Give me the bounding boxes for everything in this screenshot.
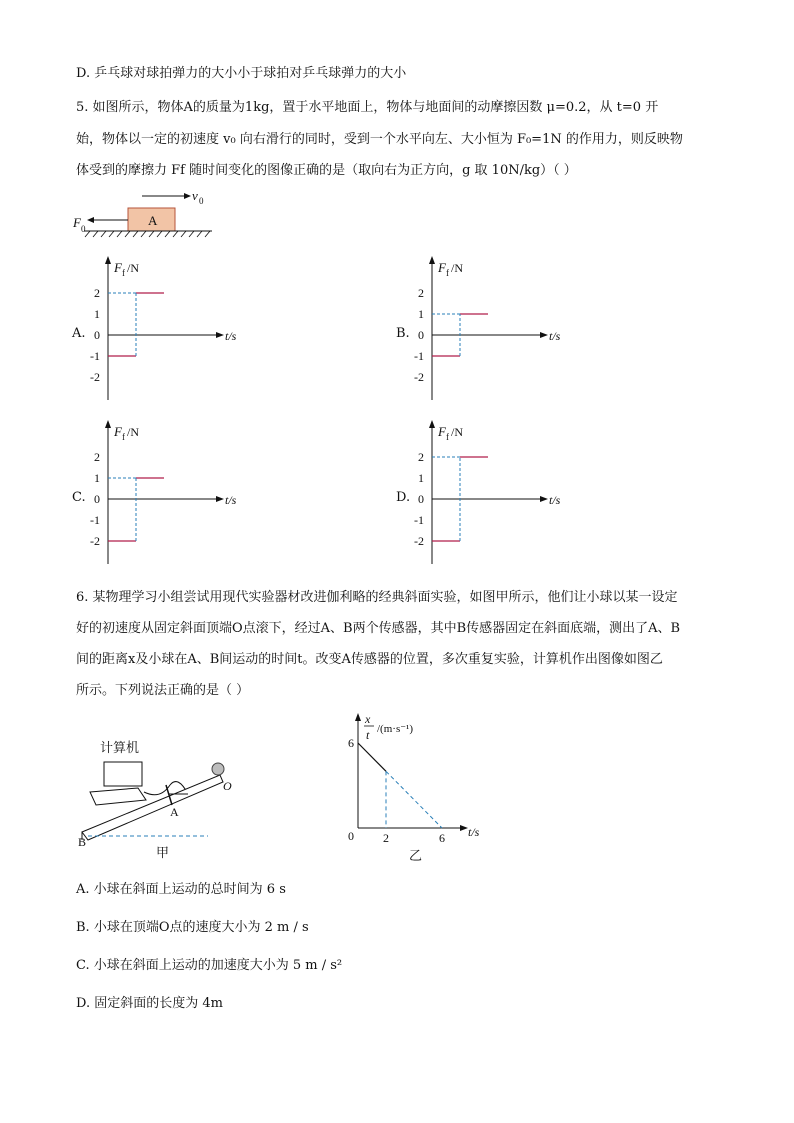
q6-option-d[interactable]: D. 固定斜面的长度为 4m [76, 996, 223, 1011]
yi-caption: 乙 [409, 848, 423, 863]
x-axis-label: t/s [225, 493, 237, 507]
f0-arrow-head [87, 217, 94, 223]
x-axis-label: t/s [225, 329, 237, 343]
yi-ylabel-numerator: x [365, 712, 371, 726]
y-axis-label-subscript: f [122, 432, 125, 442]
v0-subscript: 0 [199, 196, 204, 206]
y-axis-label-subscript: f [122, 268, 125, 278]
option-d-label[interactable]: D. [396, 490, 411, 505]
f0-subscript: 0 [81, 224, 86, 234]
option-b-label[interactable]: B. [396, 326, 410, 341]
q5-block-figure [70, 188, 220, 244]
yi-dashed-line [386, 771, 442, 828]
yi-solid-line [358, 743, 386, 771]
option-c-label[interactable]: C. [72, 490, 86, 505]
option-a-graph [78, 250, 258, 410]
point-o-label: O [223, 779, 232, 793]
y-axis-label: F [438, 424, 446, 439]
y-axis-label: F [114, 424, 122, 439]
q6-option-c[interactable]: C. 小球在斜面上运动的加速度大小为 5 m / s² [76, 958, 343, 973]
y-tick-label: -2 [414, 370, 424, 384]
point-b-label: B [78, 835, 87, 849]
x-axis-arrow [216, 496, 224, 502]
computer-keyboard [90, 788, 146, 805]
x-axis-arrow [540, 496, 548, 502]
y-axis-label: F [438, 260, 446, 275]
point-a-label: A [170, 805, 179, 819]
q4-option-d: D. 乒乓球对球拍弹力的大小小于球拍对乒乓球弹力的大小 [76, 66, 407, 81]
y-axis-label-subscript: f [446, 432, 449, 442]
yi-x-tick-6: 6 [439, 831, 445, 845]
v0-label: v [192, 188, 198, 203]
q6-stem-line-1: 6. 某物理学习小组尝试用现代实验器材改进伽利略的经典斜面实验，如图甲所示，他们让小球以某一设定 [76, 590, 678, 605]
y-tick-label: 1 [418, 471, 424, 485]
y-tick-label: 0 [94, 328, 100, 342]
yi-x-tick-2: 2 [383, 831, 389, 845]
y-axis-arrow [429, 256, 435, 264]
q6-stem-line-2: 好的初速度从固定斜面顶端O点滚下，经过A、B两个传感器，其中B传感器固定在斜面底端，测出了A、B [76, 621, 681, 636]
yi-y-tick-6: 6 [348, 736, 354, 750]
q6-stem-line-4: 所示。下列说法正确的是（ ） [76, 683, 250, 698]
yi-origin-label: 0 [348, 829, 354, 843]
yi-ylabel-unit: /(m·s⁻¹) [377, 723, 413, 735]
q5-stem-line-2: 始，物体以一定的初速度 v₀ 向右滑行的同时，受到一个水平向左、大小恒为 F₀=1N 的作用力，则反映物 [76, 132, 683, 147]
y-axis-label: F [114, 260, 122, 275]
y-tick-label: 0 [94, 492, 100, 506]
y-tick-label: -2 [90, 534, 100, 548]
y-tick-label: -1 [414, 349, 424, 363]
yi-ylabel-denominator: t [366, 728, 370, 742]
x-axis-arrow [540, 332, 548, 338]
yi-y-axis-arrow [355, 713, 361, 721]
x-axis-arrow [216, 332, 224, 338]
y-axis-arrow [105, 256, 111, 264]
y-axis-unit: /N [127, 261, 139, 275]
y-tick-label: 2 [418, 286, 424, 300]
y-tick-label: 2 [94, 450, 100, 464]
y-tick-label: -1 [90, 349, 100, 363]
y-axis-arrow [429, 420, 435, 428]
incline-plane [82, 775, 223, 840]
computer-label: 计算机 [100, 740, 140, 755]
x-axis-label: t/s [549, 493, 561, 507]
fig-jia-incline [70, 730, 250, 865]
y-tick-label: 0 [418, 328, 424, 342]
y-tick-label: 1 [94, 471, 100, 485]
fig-jia-caption: 甲 [156, 845, 170, 860]
q6-option-b[interactable]: B. 小球在顶端O点的速度大小为 2 m / s [76, 920, 309, 935]
option-a-label[interactable]: A. [72, 326, 86, 341]
y-tick-label: 0 [418, 492, 424, 506]
q5-stem-line-3: 体受到的摩擦力 Ff 随时间变化的图像正确的是（取向右为正方向，g 取 10N/kg）（ ） [76, 163, 577, 178]
fig-yi-graph [338, 708, 498, 866]
y-axis-unit: /N [451, 261, 463, 275]
option-b-graph [402, 250, 582, 410]
v0-arrow-head [184, 193, 191, 199]
y-tick-label: 2 [94, 286, 100, 300]
f0-label: F [73, 215, 81, 230]
y-axis-label-subscript: f [446, 268, 449, 278]
computer-monitor [104, 762, 142, 786]
yi-xlabel: t/s [468, 825, 480, 839]
y-tick-label: -2 [90, 370, 100, 384]
option-d-graph [402, 414, 582, 574]
ground-hatch [85, 231, 210, 237]
ball [212, 763, 224, 775]
block-a-label: A [148, 213, 158, 228]
q5-stem-line-1: 5. 如图所示，物体A的质量为1kg，置于水平地面上，物体与地面间的动摩擦因数 μ=0.2，从 t=0 开 [76, 100, 659, 115]
y-axis-unit: /N [127, 425, 139, 439]
option-c-graph [78, 414, 258, 574]
y-tick-label: 1 [94, 307, 100, 321]
y-axis-unit: /N [451, 425, 463, 439]
y-tick-label: -1 [414, 513, 424, 527]
y-tick-label: 2 [418, 450, 424, 464]
yi-x-axis-arrow [460, 825, 468, 831]
q6-stem-line-3: 间的距离x及小球在A、B间运动的时间t。改变A传感器的位置，多次重复实验，计算机作出图像如图乙 [76, 652, 663, 667]
y-axis-arrow [105, 420, 111, 428]
y-tick-label: 1 [418, 307, 424, 321]
q6-option-a[interactable]: A. 小球在斜面上运动的总时间为 6 s [76, 882, 286, 897]
x-axis-label: t/s [549, 329, 561, 343]
y-tick-label: -2 [414, 534, 424, 548]
y-tick-label: -1 [90, 513, 100, 527]
